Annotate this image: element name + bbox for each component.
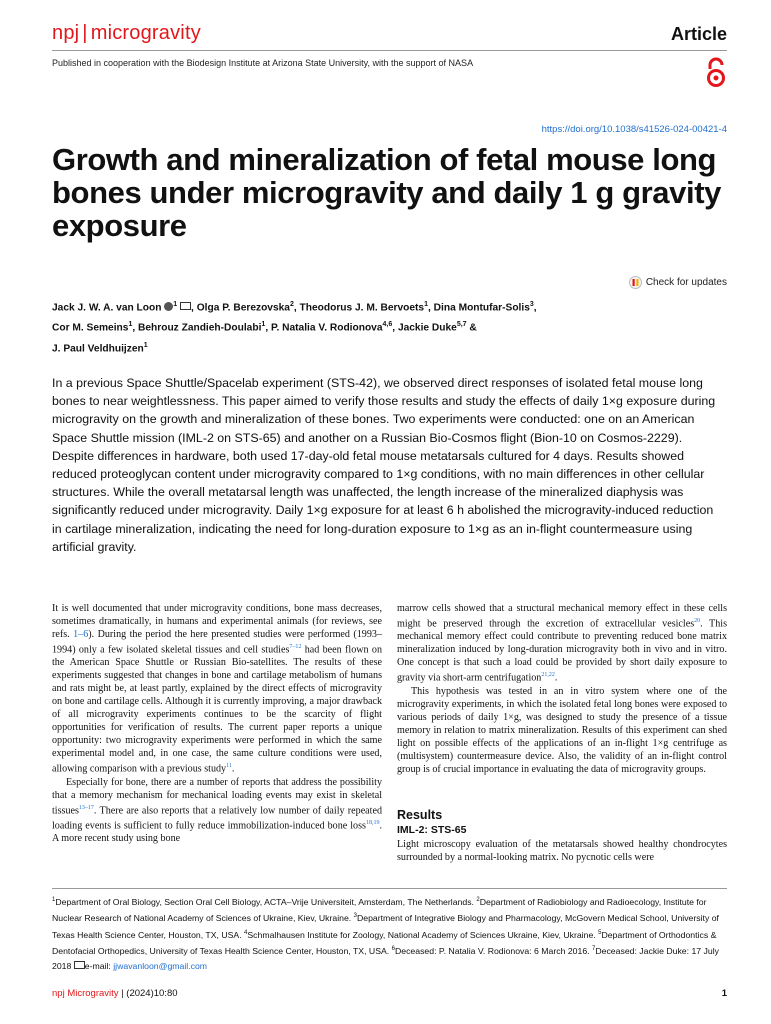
body-paragraph: This hypothesis was tested in an in vitro system where one of the microgravity experiments, in which the isolated fetal long bones were exposed to various periods of daily 1×g, was designed to study the presence of a tissue memory in relation to matrix mineralization. Results of this experiment can shed light on possible effects of the applications of an in-flight 1×g centrifuge as (multisystem) countermeasure device. Also, the validity of an in-flight control group is of crucial importance in evaluating the data of microgravity groups.	[397, 685, 727, 775]
footer-journal-link[interactable]: npj Microgravity	[52, 988, 119, 999]
body-text: Especially for bone, there are a number of reports that address the possibility that a memory mechanism for mechanical loading events may exist in skeletal tissues	[52, 776, 382, 817]
results-paragraph: Light microscopy evaluation of the metatarsals showed healthy chondrocytes surrounded by a normal-looking matrix. No pycnotic cells were	[397, 839, 727, 863]
citation-superscript[interactable]: 20	[694, 618, 701, 624]
abstract: In a previous Space Shuttle/Spacelab experiment (STS-42), we observed direct responses of isolated fetal mouse long bones to near weightlessness. This paper aimed to verify those results and study the effects of daily 1×g exposure during microgravity on the growth and mineralization of these bones. Two experiments were conducted: one on an American Space Shuttle mission (IML-2 on STS-65) and another on a Russian Bio-Cosmos flight (Bion-10 on Cosmos-2229). Despite differences in hardware, both used 17-day-old fetal mouse metatarsals cultured for 4 days. Results showed reduced proteoglycan content under microgravity compared to 1×g conditions, with no main differences in other cellular structures. While the overall metatarsal length was unaffected, the length increase of the mineralized diaphysis was significantly reduced under microgravity. Daily 1×g exposure for at least 6 h abolished the microgravity-induced reduction in cartilage mineralization, indicating the need for long-duration exposure to 1×g as an in-flight countermeasure using artificial gravity.	[52, 376, 716, 554]
affiliation-text: Department of Integrative Biology and Pharmacology, McGovern Medical School, University of Texas Health Science Center, Houston, TX, USA.	[52, 913, 719, 940]
citation-superscript[interactable]: 13–17	[78, 804, 94, 811]
affiliation-text: Department of Radiobiology and Radioecology, Institute for Nuclear Research of National Academy of Sciences of Ukraine, Kiev, Ukraine.	[52, 896, 707, 924]
citation-superscript[interactable]: 18,19	[365, 820, 380, 827]
author-affiliation: 1	[128, 321, 133, 329]
body-text: . There are also reports that a relatively low number of daily repeated loading events is sufficient to fully reduce immobilization-induced bone loss	[52, 805, 382, 832]
doi-link[interactable]: https://doi.org/10.1038/s41526-024-00421-4	[541, 124, 727, 135]
published-note: Published in cooperation with the Biodesign Institute at Arizona State University, with the support of NASA	[52, 58, 474, 68]
email-icon[interactable]	[180, 302, 191, 310]
affiliation-divider	[52, 888, 727, 889]
author-name[interactable]: Theodorus J. M. Bervoets	[299, 302, 425, 314]
check-updates-label: Check for updates	[645, 277, 727, 288]
author-list: Jack J. W. A. van Loon $^1$ , Olga P. Berezovska$^2$, Theodorus J. M. Bervoets$^1$, Dina Montufar-Solis$^3$, Cor M. Semeins$^1$, Behrouz Zandieh-Doulabi$^1$, P. Natalia V. Rodionova$^{4,6}$, Jackie Duke$^{5,7}$ & J. Paul Veldhuijzen$^1$	[52, 301, 537, 355]
author-affiliation: 5,7	[456, 321, 467, 329]
affiliation-text: Schmalhausen Institute for Zoology, National Academy of Sciences Ukraine, Kiev, Ukraine.	[247, 929, 599, 940]
check-for-updates-button[interactable]	[629, 276, 727, 289]
author-name[interactable]: Behrouz Zandieh-Doulabi	[138, 322, 262, 334]
journal-name[interactable]	[52, 22, 201, 45]
citation-superscript[interactable]: 7–12	[289, 644, 302, 650]
affiliation-text: Department of Orthodontics & Dentofacial Orthopedics, University of Texas Health Science Center, Houston, TX, USA.	[52, 929, 717, 957]
journal-title: microgravity	[90, 22, 201, 44]
author-name[interactable]: J. Paul Veldhuijzen	[52, 343, 144, 355]
email-link[interactable]: jjwavanloon@gmail.com	[113, 960, 208, 971]
body-text: marrow cells showed that a structural mechanical memory effect in these cells might be preserved through the excretion of extracellular vesicles	[397, 603, 727, 630]
author-affiliation: 1	[424, 301, 428, 308]
email-label: e-mail:	[84, 960, 114, 971]
article-title: Growth and mineralization of fetal mouse long bones under microgravity and daily 1 g gravity exposure	[52, 142, 721, 243]
email-icon	[74, 961, 85, 969]
author-affiliation: 2	[289, 301, 294, 308]
section-heading-results: Results	[397, 808, 443, 822]
affiliation-text: Department of Oral Biology, Section Oral Cell Biology, ACTA–Vrije Universiteit, Amsterdam, The Netherlands.	[55, 896, 477, 907]
body-text: . This mechanical memory effect could contribute to preventing reduced bone matrix mineralization induced by long-duration microgravity both in vivo and in vitro. One concept is that such a load could be provided by short daily exposure to gravity via short-arm centrifugation	[397, 618, 728, 684]
body-text: ). During the period the here presented studies were performed (1993–1994) only a few isolated skeletal tissues and cell studies	[52, 629, 382, 656]
author-affiliation: 4,6	[382, 321, 393, 329]
author-affiliation: 1	[143, 341, 148, 349]
author-name[interactable]: Jackie Duke	[397, 322, 457, 334]
body-text: .	[554, 672, 558, 684]
author-affiliation: 1	[173, 301, 178, 308]
author-name[interactable]: Olga P. Berezovska	[196, 302, 290, 314]
author-affiliation: 3	[529, 301, 534, 308]
author-name[interactable]: P. Natalia V. Rodionova	[270, 322, 383, 334]
header-divider	[52, 50, 727, 51]
body-column-left	[52, 602, 382, 845]
body-paragraph	[52, 776, 382, 846]
citation-superscript[interactable]: 21,22	[541, 672, 555, 679]
affiliation-text: Deceased: P. Natalia V. Rodionova: 6 March 2016.	[394, 946, 593, 957]
author-affiliation: 1	[261, 321, 266, 329]
reference-link[interactable]: 1–6	[73, 629, 89, 640]
affiliation-text: Deceased: Jackie Duke: 17 July 2018	[52, 946, 719, 971]
open-access-icon[interactable]	[705, 57, 727, 89]
body-paragraph	[397, 602, 727, 685]
orcid-icon[interactable]	[164, 302, 173, 311]
page-number: 1	[721, 988, 727, 999]
body-text: . A more recent study using bone	[52, 820, 382, 845]
body-paragraph	[52, 602, 382, 776]
footer-volume: | (2024)10:80	[121, 988, 178, 999]
subsection-heading: IML-2: STS-65	[397, 824, 467, 836]
journal-separator: |	[82, 22, 88, 44]
journal-brand: npj	[52, 22, 80, 44]
author-name[interactable]: Cor M. Semeins	[52, 322, 129, 334]
check-updates-icon	[629, 276, 642, 289]
affiliations: $^1$Department of Oral Biology, Section Oral Cell Biology, ACTA–Vrije Universiteit, Amsterdam, The Netherlands. $^2$Department of Radiobiology and Radioecology, Institute for Nuclear Research of National Academy of Sciences of Ukraine, Kiev, Ukraine. $^3$Department of Integrative Biology and Pharmacology, McGovern Medical School, University of Texas Health Science Center, Houston, TX, USA. $^4$Schmalhausen Institute for Zoology, National Academy of Sciences Ukraine, Kiev, Ukraine. $^5$Department of Orthodontics & Dentofacial Orthopedics, University of Texas Health Science Center, Houston, TX, USA. $^6$Deceased: P. Natalia V. Rodionova: 6 March 2016. $^7$Deceased: Jackie Duke: 17 July 2018 e-mail: jjwavanloon@gmail.com	[52, 896, 719, 971]
author-name[interactable]: Jack J. W. A. van Loon	[52, 302, 162, 314]
article-type-label: Article	[670, 24, 727, 44]
body-text: It is well documented that under microgravity conditions, bone mass decreases, sometimes dramatically, in humans and experimental animals (for reviews, see refs.	[52, 603, 382, 640]
footer-citation	[52, 988, 178, 999]
body-text: .	[231, 763, 235, 775]
author-name[interactable]: Dina Montufar-Solis	[433, 302, 530, 314]
body-text: had been flown on the American Space Shuttle or Russian Bio-satellites. The results of these experiments suggested that changes in bone and cartilage metabolism of humans and rats might be, at least partly, explained by the direct effects of microgravity on bone and cartilage cells. Although it is currently improving, a major drawback of all microgravity experiments continues to be the scarcity of flight opportunities for verification of results. The current paper reports a unique opportunity: two microgravity experiments were performed in which the same experimental model and, in one case, the same culture conditions were used, allowing comparison with a previous study	[52, 644, 382, 775]
body-column-right	[397, 602, 727, 776]
citation-superscript[interactable]: 11	[226, 763, 232, 770]
